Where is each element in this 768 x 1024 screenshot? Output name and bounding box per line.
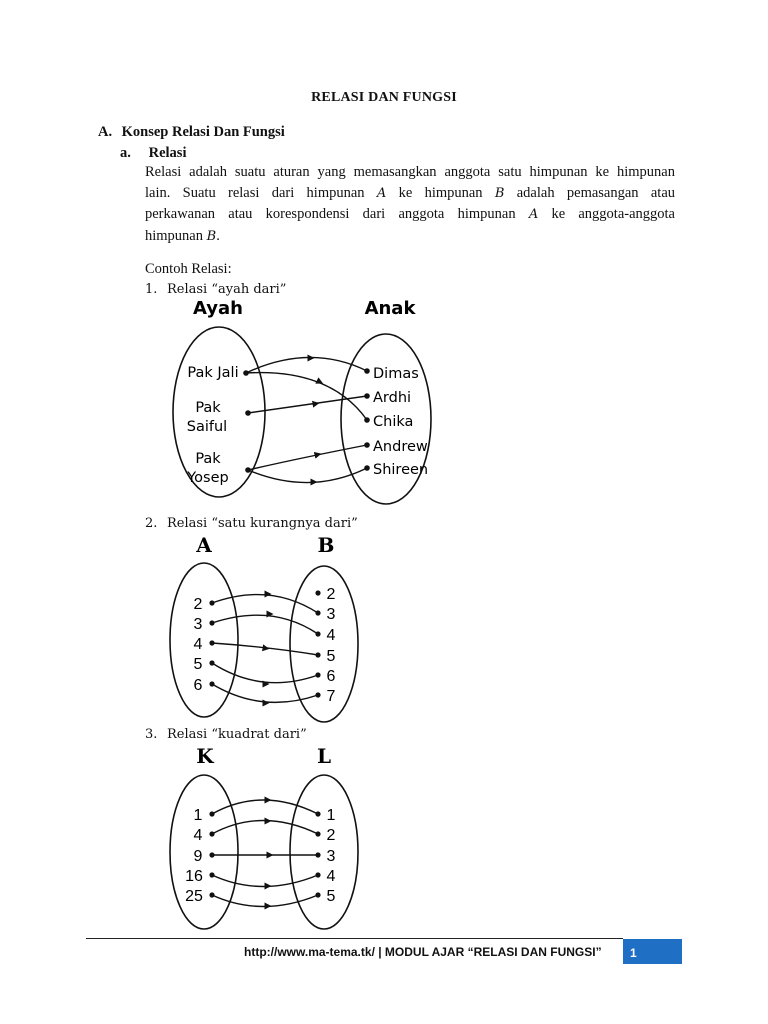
paragraph-text: adalah pemasangan atau: [516, 184, 676, 201]
mapping-arrow: [212, 643, 318, 655]
math-symbol: B: [206, 228, 217, 244]
set-element: Saiful: [186, 419, 228, 435]
section-title: Konsep Relasi Dan Fungsi: [121, 124, 285, 140]
example-number: 1.: [145, 282, 158, 297]
section-number: A.: [98, 124, 113, 140]
set-element: Pak: [195, 400, 221, 416]
set-element: 16: [185, 868, 203, 885]
subsection-number: a.: [120, 145, 131, 161]
mapping-arrow: [212, 800, 318, 814]
set-element: 7: [326, 688, 336, 705]
set-element: 3: [326, 606, 336, 623]
set-ellipse-l: [290, 775, 358, 929]
set-element: 3: [326, 848, 336, 865]
mapping-arrow: [212, 615, 318, 634]
set-element: 5: [326, 888, 336, 905]
mapping-arrow: [212, 595, 318, 613]
set-element: 9: [193, 848, 203, 865]
set-element: 2: [326, 827, 336, 844]
set-element: Pak Jali: [187, 365, 239, 381]
set-element: 4: [326, 627, 336, 644]
subsection-title: Relasi: [148, 145, 187, 161]
set-element: 3: [193, 616, 203, 633]
mapping-arrow: [212, 875, 318, 887]
set-ellipse-b: [290, 566, 358, 722]
set-title-a: A: [196, 533, 212, 557]
example-title: Relasi “kuadrat dari”: [167, 727, 307, 742]
set-title-l: L: [316, 744, 332, 768]
math-symbol: A: [376, 185, 387, 201]
set-ellipse-k: [170, 775, 238, 929]
set-element: 2: [193, 596, 203, 613]
set-element: 25: [185, 888, 203, 905]
set-element: Andrew: [373, 439, 428, 455]
set-element: 5: [326, 648, 336, 665]
paragraph-text: Relasi adalah suatu aturan yang memasangkan anggota satu himpunan ke himpunan: [145, 164, 675, 180]
set-ellipse-a: [170, 563, 238, 717]
diagram-k-l: [170, 744, 358, 929]
set-element: Dimas: [373, 366, 419, 382]
set-title-ayah: Ayah: [193, 298, 243, 319]
set-title-k: K: [196, 744, 214, 768]
set-element: 6: [193, 677, 203, 694]
example-title: Relasi “ayah dari”: [167, 282, 287, 297]
diagram-ayah-anak: [173, 298, 431, 504]
page-number-badge: [623, 939, 682, 964]
set-element: Pak: [195, 451, 221, 467]
example-number: 2.: [145, 516, 158, 531]
set-element: Chika: [373, 414, 414, 430]
diagram-a-b: [170, 533, 358, 722]
paragraph-text: ke anggota-anggota: [551, 206, 675, 222]
set-title-anak: Anak: [364, 298, 416, 319]
paragraph-text: ke himpunan: [398, 184, 483, 201]
set-element: 4: [193, 636, 203, 653]
paragraph-text: lain. Suatu relasi dari himpunan: [145, 184, 365, 201]
set-element: Shireen: [373, 462, 429, 478]
math-symbol: A: [528, 207, 539, 222]
paragraph-text: himpunan: [145, 227, 203, 244]
example-number: 3.: [145, 727, 158, 742]
set-element: 1: [193, 807, 203, 824]
footer-divider: [86, 938, 623, 939]
set-title-b: B: [317, 533, 335, 557]
mapping-arrow: [212, 663, 318, 683]
footer-url-text: http://www.ma-tema.tk/ | MODUL AJAR “RELASI DAN FUNGSI”: [244, 945, 602, 959]
mapping-arrow: [248, 396, 367, 413]
example-title: Relasi “satu kurangnya dari”: [167, 516, 358, 531]
page-number: 1: [630, 946, 637, 960]
set-element: 4: [326, 868, 336, 885]
set-element: 2: [326, 586, 336, 603]
set-element: Yosep: [187, 470, 229, 486]
paragraph-text: .: [216, 227, 220, 244]
page-title: RELASI DAN FUNGSI: [311, 90, 457, 105]
mapping-arrow: [212, 821, 318, 835]
set-element: 5: [193, 656, 203, 673]
examples-label: Contoh Relasi:: [145, 261, 232, 277]
set-element: 4: [193, 827, 203, 844]
set-element: 1: [326, 807, 336, 824]
set-element: Ardhi: [373, 390, 412, 406]
paragraph-text: perkawanan atau korespondensi dari anggota himpunan: [145, 206, 516, 222]
set-element: 6: [326, 668, 336, 685]
math-symbol: B: [494, 185, 505, 201]
